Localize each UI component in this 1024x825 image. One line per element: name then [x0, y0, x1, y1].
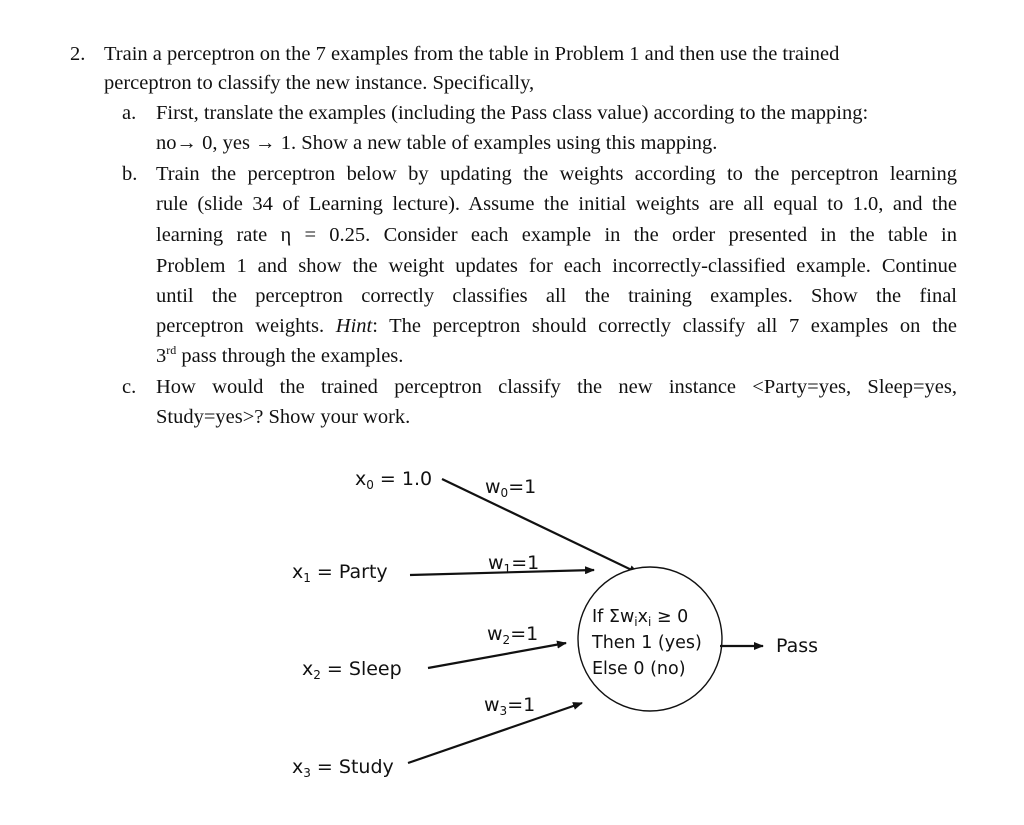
- weight-w0-label: $w_0=1$: [485, 476, 537, 500]
- input-x2-label: $x_2$ = Sleep: [302, 658, 402, 682]
- weight-w3-label: $w_3=1$: [484, 694, 536, 718]
- part-b-line-4: Problem 1 and show the weight updates for each incorrectly-classified example. Continue: [156, 255, 957, 277]
- weight-w2-label: $w_2=1$: [487, 623, 539, 647]
- part-a-line-2: no→ 0, yes → 1. Show a new table of examples using this mapping.: [156, 132, 718, 154]
- node-else: Else 0 (no): [592, 659, 686, 679]
- part-b-last-line: [156, 344, 403, 368]
- intro-line-1: Train a perceptron on the 7 examples from the table in Problem 1 and then use the trained: [104, 43, 840, 65]
- intro-line-2: perceptron to classify the new instance. Specifically,: [104, 72, 535, 94]
- part-a-label: a.: [122, 102, 137, 124]
- hint-before: perceptron weights.: [156, 315, 336, 337]
- node-condition: If $\Sigma w_ix_i \ge 0$: [592, 607, 689, 629]
- part-a-line-1: First, translate the examples (including the Pass class value) according to the mapping:: [156, 102, 869, 124]
- part-c-label: c.: [122, 376, 137, 398]
- input-x0-label: $x_0 = 1.0$: [355, 468, 433, 492]
- input-x1-label: $x_1$ = Party: [292, 561, 388, 585]
- node-then: Then 1 (yes): [592, 633, 702, 653]
- hint-after: : The perceptron should correctly classify all 7 examples on the: [372, 315, 957, 337]
- part-c-line-1: How would the trained perceptron classify the new instance <Party=yes, Sleep=yes,: [156, 376, 957, 398]
- hint-label: Hint: [335, 315, 373, 337]
- problem-number: 2.: [70, 43, 86, 65]
- weight-w1-label: $w_1=1$: [488, 552, 540, 576]
- ordinal-suffix: rd: [166, 343, 177, 357]
- edge-x0: [442, 479, 638, 576]
- part-b-label: b.: [122, 163, 138, 185]
- input-x3-label: $x_3$ = Study: [292, 756, 394, 780]
- part-c-line-2: Study=yes>? Show your work.: [156, 406, 411, 428]
- part-b-line-2: rule (slide 34 of Learning lecture). Assume the initial weights are all equal to 1.0, and the: [156, 193, 957, 215]
- edge-x2: [428, 643, 566, 668]
- part-b-line-1: Train the perceptron below by updating the weights according to the perceptron learning: [156, 163, 957, 185]
- last-line-rest: pass through the examples.: [176, 345, 404, 367]
- perceptron-diagram: [0, 460, 1024, 825]
- output-pass-label: Pass: [776, 635, 819, 657]
- ordinal-number: 3: [156, 345, 167, 367]
- part-b-hint-line: [156, 314, 957, 338]
- part-b-line-3: learning rate η = 0.25. Consider each example in the order presented in the table in: [156, 224, 957, 246]
- part-b-line-5: until the perceptron correctly classifies all the training examples. Show the final: [156, 285, 957, 307]
